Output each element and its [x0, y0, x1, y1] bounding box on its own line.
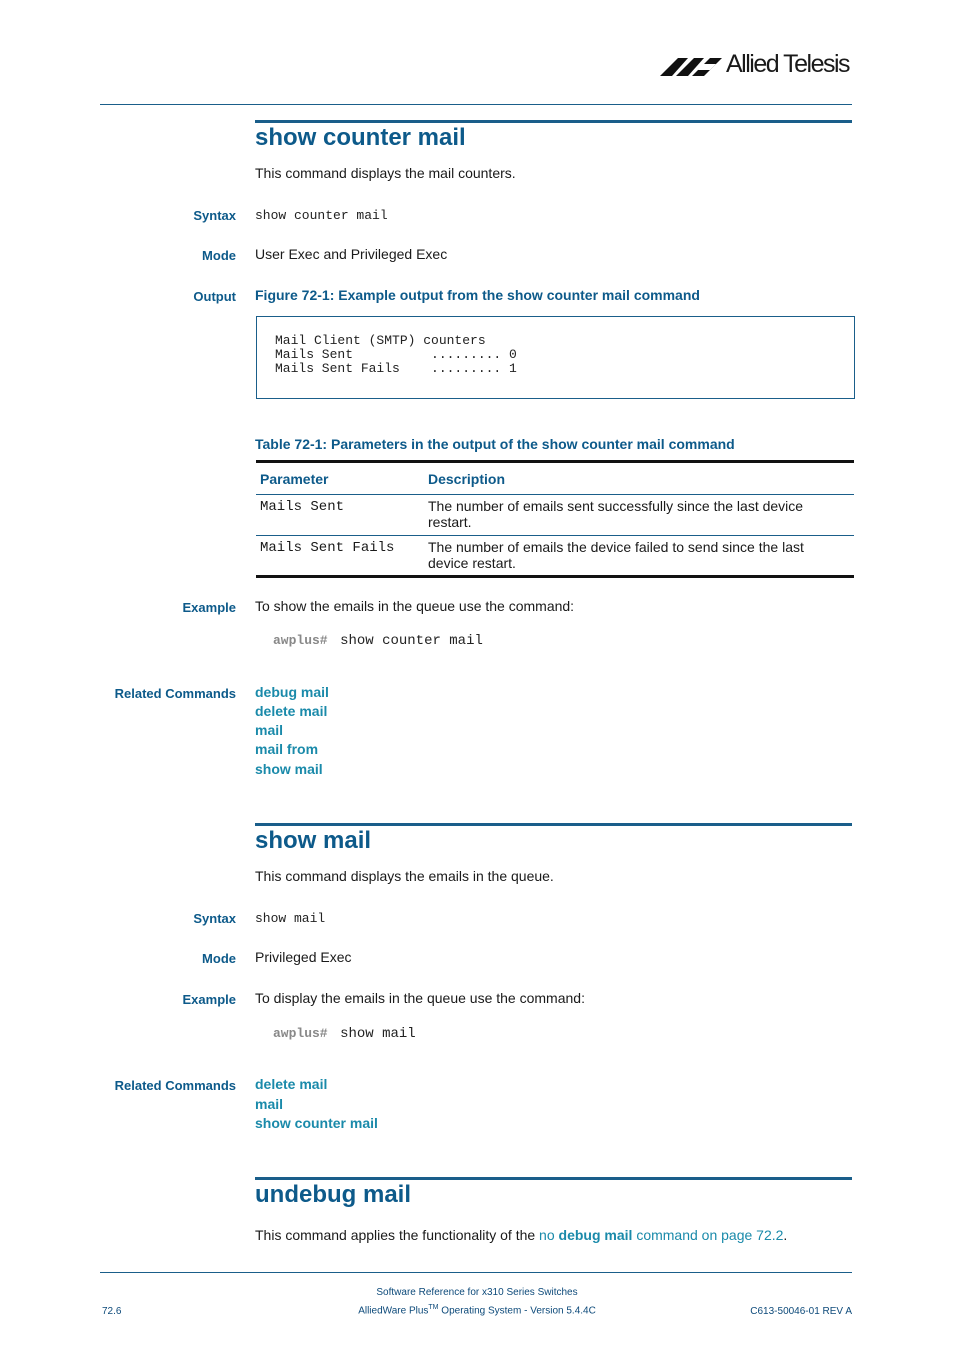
mode-label: Mode — [202, 951, 236, 966]
logo-mark-icon — [660, 54, 726, 80]
example-command — [273, 1024, 416, 1042]
output-label: Output — [193, 289, 236, 304]
section-title: show counter mail — [255, 124, 466, 151]
mode-text: User Exec and Privileged Exec — [255, 246, 448, 262]
syntax-label: Syntax — [193, 208, 236, 223]
desc-text: This command applies the functionality of the — [255, 1227, 540, 1243]
desc-line: The number of emails sent successfully since the last device — [428, 498, 804, 514]
cross-ref-link-page[interactable]: command on page 72.2 — [636, 1227, 784, 1243]
table-header-description: Description — [428, 471, 506, 487]
related-link-show-mail[interactable]: show mail — [255, 761, 323, 777]
section-bar — [255, 823, 852, 826]
table-cell-param: Mails Sent — [260, 499, 345, 515]
section-title: show mail — [255, 827, 372, 854]
section-title: undebug mail — [255, 1181, 411, 1208]
related-link-delete-mail[interactable]: delete mail — [255, 1076, 328, 1092]
desc-line: restart. — [428, 514, 472, 530]
related-link-mail-from[interactable]: mail from — [255, 741, 319, 757]
cross-ref-link-no[interactable]: no — [539, 1227, 555, 1243]
table-cell-desc — [428, 539, 804, 571]
section-bar — [255, 120, 852, 123]
table-bottom-rule — [256, 575, 854, 578]
output-line: Mail Client (SMTP) counters — [275, 333, 486, 348]
table-header-parameter: Parameter — [260, 471, 329, 487]
syntax-text: show mail — [255, 911, 326, 926]
section-bar — [255, 1177, 852, 1180]
footer-product-name: AlliedWare Plus — [358, 1305, 429, 1317]
output-line: Mails Sent ......... 0 — [275, 347, 517, 362]
example-text: To show the emails in the queue use the command: — [255, 598, 575, 614]
table-header-rule — [256, 494, 854, 495]
footer-version: Operating System - Version 5.4.4C — [438, 1305, 596, 1317]
syntax-text: show counter mail — [255, 208, 388, 223]
footer-title: Software Reference for x310 Series Switches — [376, 1287, 578, 1298]
table-caption: Table 72-1: Parameters in the output of the show counter mail command — [255, 436, 735, 452]
table-row-rule — [256, 535, 854, 536]
page-number: 72.6 — [102, 1306, 122, 1317]
syntax-label: Syntax — [193, 911, 236, 926]
example-command — [273, 631, 483, 649]
related-commands-label: Related Commands — [114, 686, 236, 701]
command-text: show counter mail — [340, 633, 483, 649]
section-description — [255, 1227, 787, 1243]
section-description: This command displays the mail counters. — [255, 165, 516, 181]
output-code-box — [256, 316, 855, 399]
prompt-text: awplus# — [273, 633, 328, 648]
figure-caption: Figure 72-1: Example output from the show counter mail command — [255, 287, 700, 303]
allied-telesis-logo — [660, 50, 855, 80]
cross-ref-link-debug-mail[interactable]: debug mail — [558, 1227, 633, 1243]
desc-text-end: . — [783, 1227, 788, 1243]
table-cell-param: Mails Sent Fails — [260, 540, 395, 556]
footer-tm: TM — [428, 1304, 439, 1311]
desc-line: The number of emails the device failed to send since the last — [428, 539, 804, 555]
header-rule — [100, 104, 852, 105]
example-text: To display the emails in the queue use the command: — [255, 990, 585, 1006]
example-label: Example — [182, 600, 236, 615]
output-line: Mails Sent Fails ......... 1 — [275, 361, 517, 376]
logo-text: Allied Telesis — [726, 50, 850, 78]
section-description: This command displays the emails in the queue. — [255, 868, 554, 884]
related-link-show-counter-mail[interactable]: show counter mail — [255, 1115, 378, 1131]
footer-rule — [100, 1272, 852, 1273]
related-link-debug-mail[interactable]: debug mail — [255, 684, 329, 700]
example-label: Example — [182, 992, 236, 1007]
related-link-mail[interactable]: mail — [255, 1096, 284, 1112]
mode-label: Mode — [202, 248, 236, 263]
mode-text: Privileged Exec — [255, 949, 352, 965]
doc-id: C613-50046-01 REV A — [750, 1306, 852, 1317]
table-top-rule — [256, 460, 854, 463]
related-link-delete-mail[interactable]: delete mail — [255, 703, 328, 719]
related-link-mail[interactable]: mail — [255, 722, 284, 738]
desc-line: device restart. — [428, 555, 516, 571]
related-commands-label: Related Commands — [114, 1078, 236, 1093]
table-cell-desc — [428, 498, 803, 530]
prompt-text: awplus# — [273, 1026, 328, 1041]
command-text: show mail — [340, 1026, 416, 1042]
